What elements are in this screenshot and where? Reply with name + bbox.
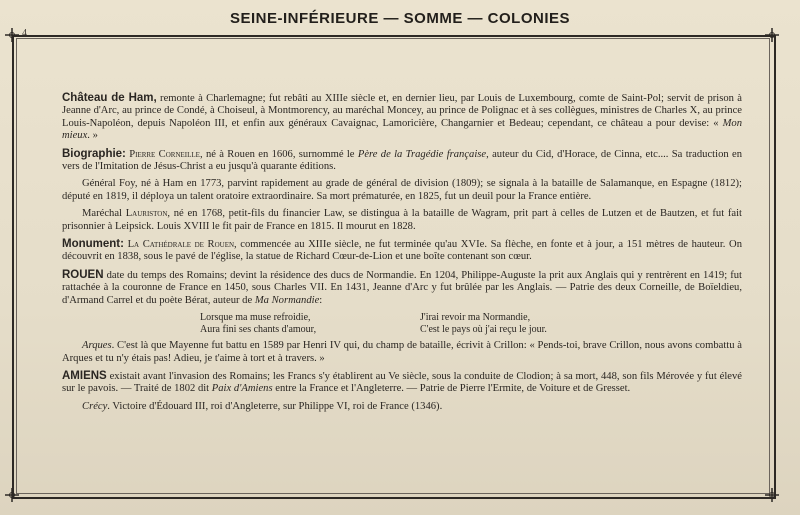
paragraph-biographie: Biographie: Pierre Corneille, né à Rouen en 1606, surnommé le Père de la Tragédie française, auteur du Cid, d'Horace, de Cinna, etc.... Sa traduction en vers de l'Imitation de Jésus-Christ a eu jusqu'à quarante éditions.	[62, 147, 742, 173]
corner-ornament-icon	[5, 28, 19, 42]
paragraph-foy: Général Foy, né à Ham en 1773, parvint rapidement au grade de général de division (1809); se signala à la bataille de Salamanque, en Espagne (1812); député en 1819, il déploya un talent oratoire extraordinaire. Sa mort prématurée, en 1825, fut un deuil pour la France entière.	[62, 178, 742, 202]
paragraph-monument: Monument: La Cathédrale de Rouen, commencée au XIIIe siècle, ne fut terminée qu'au XVIe. Sa flèche, en fonte et à jour, a 151 mètres de hauteur. On découvrit en 1838, sous le pavé de l'église, la statue de Richard Cœur-de-Lion et une boîte contenant son cœur.	[62, 238, 742, 263]
poem-column-right: J'irai revoir ma Normandie, C'est le pays où j'ai reçu le jour.	[420, 312, 547, 335]
poem-verse	[62, 312, 742, 335]
paragraph-arques: Arques. C'est là que Mayenne fut battu en 1589 par Henri IV qui, du champ de bataille, écrivit à Crillon: « Pends-toi, brave Crillon, nous avons combattu à Arques et tu n'y étais pas! Adieu, je t'aime à tort et à travers. »	[62, 340, 742, 364]
corner-ornament-icon	[765, 28, 779, 42]
corner-ornament-icon	[765, 488, 779, 502]
corner-ornament-icon	[5, 488, 19, 502]
paragraph-lauriston: Maréchal Lauriston, né en 1768, petit-fils du financier Law, se distingua à la bataille de Wagram, prit part à celles de Lutzen et de Bautzen, et fut fait prisonnier à Leipsick. Louis XVIII le fit pair de France en 1815. Il mourut en 1828.	[62, 208, 742, 232]
paragraph-amiens: AMIENS existait avant l'invasion des Romains; les Francs s'y établirent au Ve siècle, sous la conduite de Clodion; à sa mort, 448, son fils Mérovée y fut élevé sur le pavois. — Traité de 1802 dit Paix d'Amiens entre la France et l'Angleterre. — Patrie de Pierre l'Ermite, de Voiture et de Gresset.	[62, 369, 742, 395]
paragraph-rouen: ROUEN date du temps des Romains; devint la résidence des ducs de Normandie. En 1204, Philippe-Auguste la prit aux Anglais qui y rentrèrent en 1419; fut rattachée à la couronne de France en 1450, sous Charles VII. En 1431, Jeanne d'Arc y fut brûlée par les Anglais. — Patrie des deux Corneille, de Boïeldieu, d'Armand Carrel et du poète Bérat, auteur de Ma Normandie:	[62, 268, 742, 306]
poem-column-left: Lorsque ma muse refroidie, Aura fini ses chants d'amour,	[200, 312, 317, 335]
page-header: SEINE-INFÉRIEURE — SOMME — COLONIES	[229, 10, 571, 27]
page-number: 4	[22, 28, 27, 39]
paragraph-crecy: Crécy. Victoire d'Édouard III, roi d'Angleterre, sur Philippe VI, roi de France (1346).	[82, 400, 443, 412]
text-body	[62, 92, 742, 418]
paragraph-ham: Château de Ham, remonte à Charlemagne; fut rebâti au XIIIe siècle et, en dernier lieu, par Louis de Luxembourg, comte de Saint-Pol; servit de prison à Jeanne d'Arc, au prince de Condé, à Choiseul, à Montmorency, au maréchal Moncey, au prince de Polignac et à ses collègues, ministres de Charles X, au prince Louis-Napoléon, depuis Napoléon III, et enfin aux généraux Cavaignac, Lamoricière, Changarnier et Bedeau; cependant, ce château a pour devise: « Mon mieux. »	[62, 92, 742, 142]
